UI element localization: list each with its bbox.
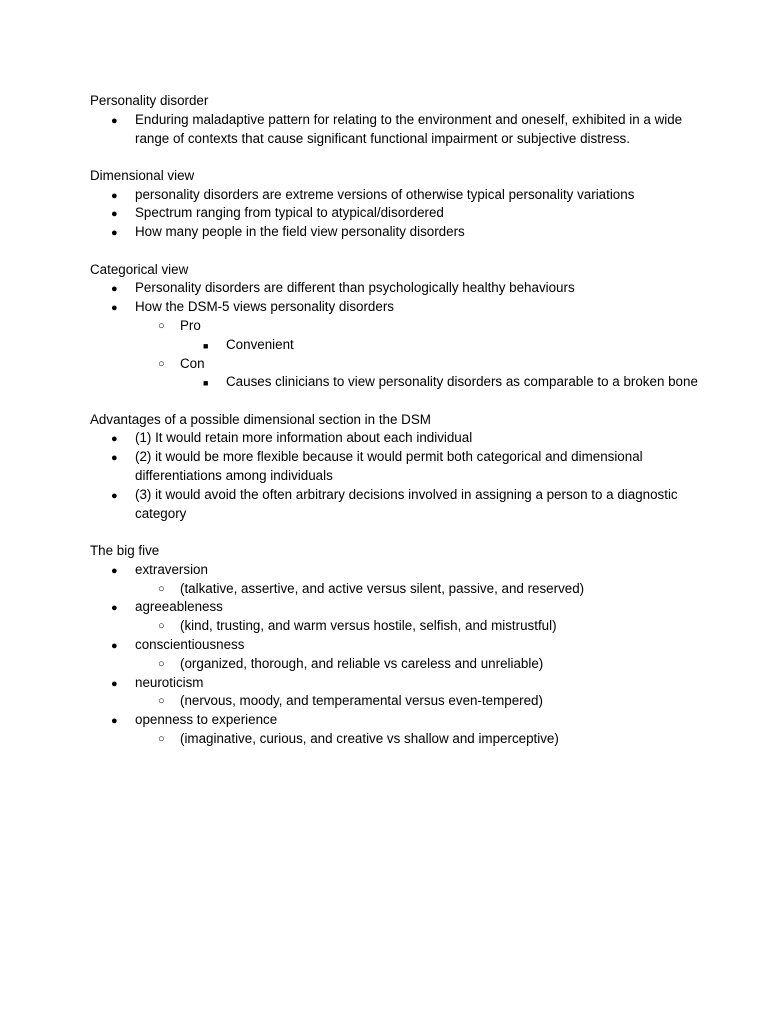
- list-item: [90, 636, 715, 655]
- hollow-circle-bullet-icon: ○: [158, 732, 165, 745]
- list-item-text: conscientiousness: [135, 636, 245, 652]
- filled-circle-bullet-icon: ●: [111, 489, 118, 502]
- list-item-text: Con: [180, 355, 205, 371]
- list-item: [90, 279, 715, 298]
- bullet-list: [90, 279, 768, 392]
- filled-circle-bullet-icon: ●: [111, 677, 118, 690]
- hollow-circle-bullet-icon: ○: [158, 695, 165, 708]
- filled-circle-bullet-icon: ●: [111, 564, 118, 577]
- list-item: [90, 580, 768, 599]
- section: [90, 542, 768, 749]
- hollow-circle-bullet-icon: ○: [158, 319, 165, 332]
- hollow-circle-bullet-icon: ○: [158, 620, 165, 633]
- hollow-circle-bullet-icon: ○: [158, 657, 165, 670]
- list-item: [90, 692, 768, 711]
- list-item-text: Personality disorders are different than psychologically healthy behaviours: [135, 280, 575, 296]
- list-item-text: (2) it would be more flexible because it would permit both categorical and dimensional differentiations among individuals: [135, 449, 643, 484]
- filled-circle-bullet-icon: ●: [111, 639, 118, 652]
- list-item-text: personality disorders are extreme versions of otherwise typical personality variations: [135, 186, 635, 202]
- list-item: [90, 429, 715, 448]
- section: [90, 261, 768, 393]
- filled-circle-bullet-icon: ●: [111, 602, 118, 615]
- list-item-text: openness to experience: [135, 712, 278, 728]
- bullet-list: [90, 111, 768, 149]
- list-item: [90, 598, 715, 617]
- list-item-text: (1) It would retain more information about each individual: [135, 430, 473, 446]
- list-item: [90, 561, 715, 580]
- square-bullet-icon: ■: [203, 378, 209, 389]
- list-item-text: Enduring maladaptive pattern for relating to the environment and oneself, exhibited in a wide range of contexts that cause significant functional impairment or subjective distress.: [135, 111, 683, 146]
- list-item-text: (3) it would avoid the often arbitrary decisions involved in assigning a person to a diagnostic category: [135, 486, 678, 521]
- list-item: [90, 298, 715, 317]
- hollow-circle-bullet-icon: ○: [158, 357, 165, 370]
- list-item: [90, 223, 715, 242]
- list-item-text: How the DSM-5 views personality disorders: [135, 299, 394, 315]
- list-item-text: (organized, thorough, and reliable vs careless and unreliable): [180, 655, 544, 671]
- list-item-text: Convenient: [226, 336, 294, 352]
- section-heading: Personality disorder: [90, 93, 209, 108]
- hollow-circle-bullet-icon: ○: [158, 582, 165, 595]
- bullet-list: [90, 186, 768, 242]
- list-item-text: neuroticism: [135, 674, 204, 690]
- section: [90, 411, 768, 524]
- filled-circle-bullet-icon: ●: [111, 283, 118, 296]
- list-item-text: agreeableness: [135, 599, 223, 615]
- list-item-text: How many people in the field view personality disorders: [135, 224, 465, 240]
- bullet-list: [90, 561, 768, 749]
- list-item: [90, 674, 715, 693]
- section: [90, 92, 768, 148]
- list-item: [90, 711, 715, 730]
- list-item-text: (talkative, assertive, and active versus silent, passive, and reserved): [180, 580, 585, 596]
- filled-circle-bullet-icon: ●: [111, 452, 118, 465]
- list-item-text: Causes clinicians to view personality disorders as comparable to a broken bone: [226, 374, 698, 390]
- list-item-text: (imaginative, curious, and creative vs shallow and imperceptive): [180, 730, 559, 746]
- list-item: [90, 336, 726, 355]
- list-item: [90, 111, 715, 149]
- filled-circle-bullet-icon: ●: [111, 433, 118, 446]
- list-item-text: Pro: [180, 317, 201, 333]
- filled-circle-bullet-icon: ●: [111, 302, 118, 315]
- filled-circle-bullet-icon: ●: [111, 227, 118, 240]
- filled-circle-bullet-icon: ●: [111, 114, 118, 127]
- bullet-list: [90, 429, 768, 523]
- list-item: [90, 655, 768, 674]
- section-heading: Dimensional view: [90, 167, 195, 183]
- section-heading: Advantages of a possible dimensional section in the DSM: [90, 411, 431, 427]
- section: [90, 167, 768, 242]
- section-heading: Categorical view: [90, 261, 189, 277]
- square-bullet-icon: ■: [203, 340, 209, 351]
- list-item: [90, 730, 768, 749]
- filled-circle-bullet-icon: ●: [111, 189, 118, 202]
- filled-circle-bullet-icon: ●: [111, 208, 118, 221]
- list-item-text: Spectrum ranging from typical to atypical/disordered: [135, 205, 444, 221]
- list-item: [90, 373, 726, 392]
- list-item: [90, 317, 768, 336]
- list-item: [90, 617, 768, 636]
- section-heading: The big five: [90, 542, 160, 558]
- list-item-text: (nervous, moody, and temperamental versus even-tempered): [180, 693, 543, 709]
- list-item-text: extraversion: [135, 561, 208, 577]
- filled-circle-bullet-icon: ●: [111, 715, 118, 728]
- list-item: [90, 486, 715, 524]
- list-item: [90, 448, 715, 486]
- list-item: [90, 355, 768, 374]
- list-item: [90, 204, 715, 223]
- list-item: [90, 186, 715, 205]
- list-item-text: (kind, trusting, and warm versus hostile, selfish, and mistrustful): [180, 618, 557, 634]
